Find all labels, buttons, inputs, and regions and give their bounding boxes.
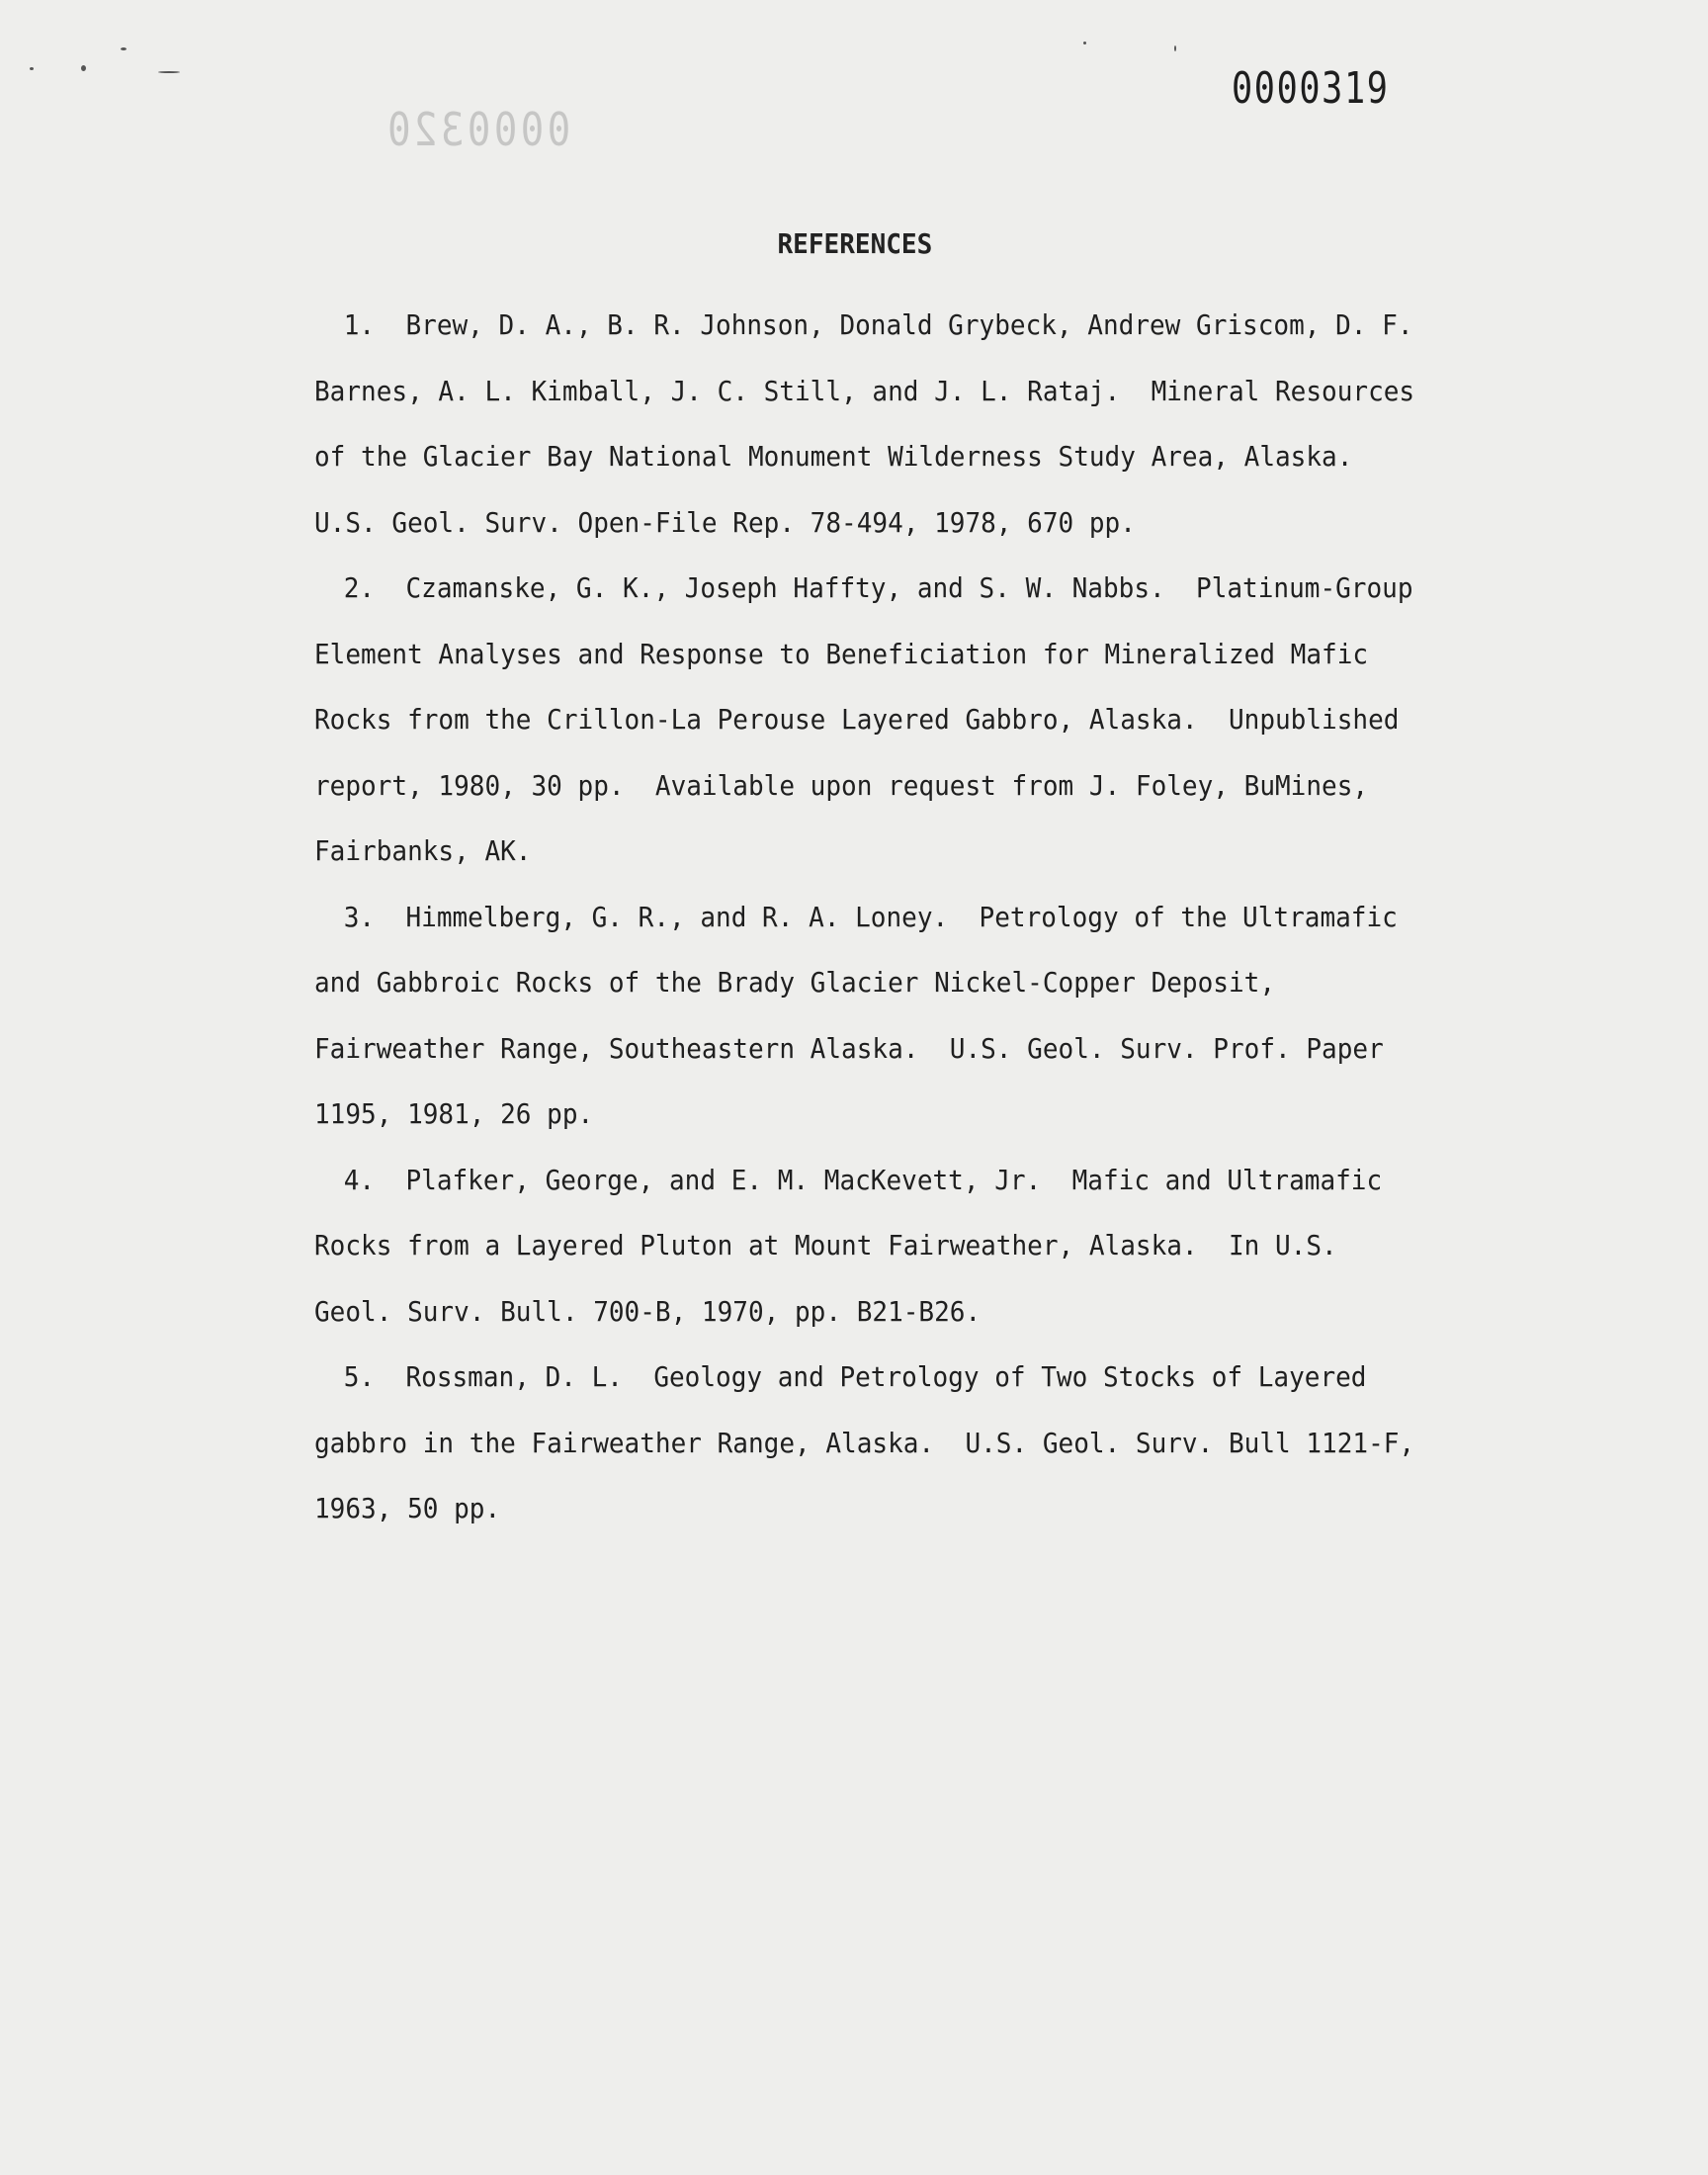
reference-text: Brew, D. A., B. R. Johnson, Donald Grybeck, Andrew Griscom, D. F. [405,308,1413,341]
reference-line [314,950,1417,1016]
reference-number: 5. [343,1360,376,1393]
reference-text: Himmelberg, G. R., and R. A. Loney. Petrology of the Ultramafic [405,900,1398,933]
reference-line [314,1476,1417,1542]
reference-line [314,1148,1417,1214]
reference-number: 4. [343,1163,376,1196]
reference-text: gabbro in the Fairweather Range, Alaska. U.S. Geol. Surv. Bull 1121-F, [314,1426,1415,1459]
reference-text: and Gabbroic Rocks of the Brady Glacier Nickel-Copper Deposit, [314,966,1276,999]
reference-number: 1. [343,308,376,341]
page-number: 0000319 [1232,63,1390,114]
reference-entry [314,556,1500,885]
reference-text: Plafker, George, and E. M. MacKevett, Jr. Mafic and Ultramafic [405,1163,1383,1196]
scan-speck [121,47,127,50]
reference-entry [314,885,1500,1148]
reference-text: Barnes, A. L. Kimball, J. C. Still, and J. L. Rataj. Mineral Resources [314,374,1415,407]
scan-speck [158,71,180,73]
reference-text: Rossman, D. L. Geology and Petrology of Two Stocks of Layered [405,1360,1367,1393]
bleed-through-page-number: 0000320 [384,103,571,156]
reference-line [314,819,1417,885]
reference-line [314,885,1417,951]
reference-number: 2. [343,571,376,604]
reference-text: 1195, 1981, 26 pp. [314,1097,594,1130]
scan-speck [1083,42,1086,44]
references-heading: REFERENCES [777,227,933,260]
reference-text: Fairweather Range, Southeastern Alaska. U.S. Geol. Surv. Prof. Paper [314,1031,1384,1065]
reference-text: 1963, 50 pp. [314,1492,501,1524]
reference-text: of the Glacier Bay National Monument Wilderness Study Area, Alaska. [314,440,1353,473]
reference-line [314,1213,1417,1279]
references-list [314,293,1500,1542]
reference-text: report, 1980, 30 pp. Available upon request from J. Foley, BuMines, [314,768,1369,802]
reference-text: U.S. Geol. Surv. Open-File Rep. 78-494, 1978, 670 pp. [314,505,1136,539]
reference-text: Rocks from a Layered Pluton at Mount Fairweather, Alaska. In U.S. [314,1229,1337,1262]
reference-line [314,424,1417,490]
reference-text: Rocks from the Crillon-La Perouse Layered Gabbro, Alaska. Unpublished [314,703,1400,736]
scan-speck [30,67,34,70]
reference-line [314,1411,1417,1477]
reference-line [314,490,1417,557]
reference-line [314,1082,1417,1148]
reference-line [314,1345,1417,1411]
reference-line [314,359,1417,425]
reference-line [314,622,1417,688]
reference-entry [314,1148,1500,1346]
reference-line [314,556,1417,622]
scan-speck [81,65,86,71]
reference-text: Fairbanks, AK. [314,834,532,867]
scan-speck [1174,45,1176,51]
reference-line [314,687,1417,753]
reference-line [314,753,1417,820]
reference-text: Czamanske, G. K., Joseph Haffty, and S. W. Nabbs. Platinum-Group [405,571,1413,604]
reference-line [314,1279,1417,1346]
reference-number: 3. [343,900,376,933]
reference-entry [314,293,1500,556]
reference-line [314,293,1417,359]
reference-line [314,1016,1417,1083]
reference-text: Element Analyses and Response to Beneficiation for Mineralized Mafic [314,637,1369,670]
reference-entry [314,1345,1500,1542]
reference-text: Geol. Surv. Bull. 700-B, 1970, pp. B21-B26. [314,1294,982,1328]
